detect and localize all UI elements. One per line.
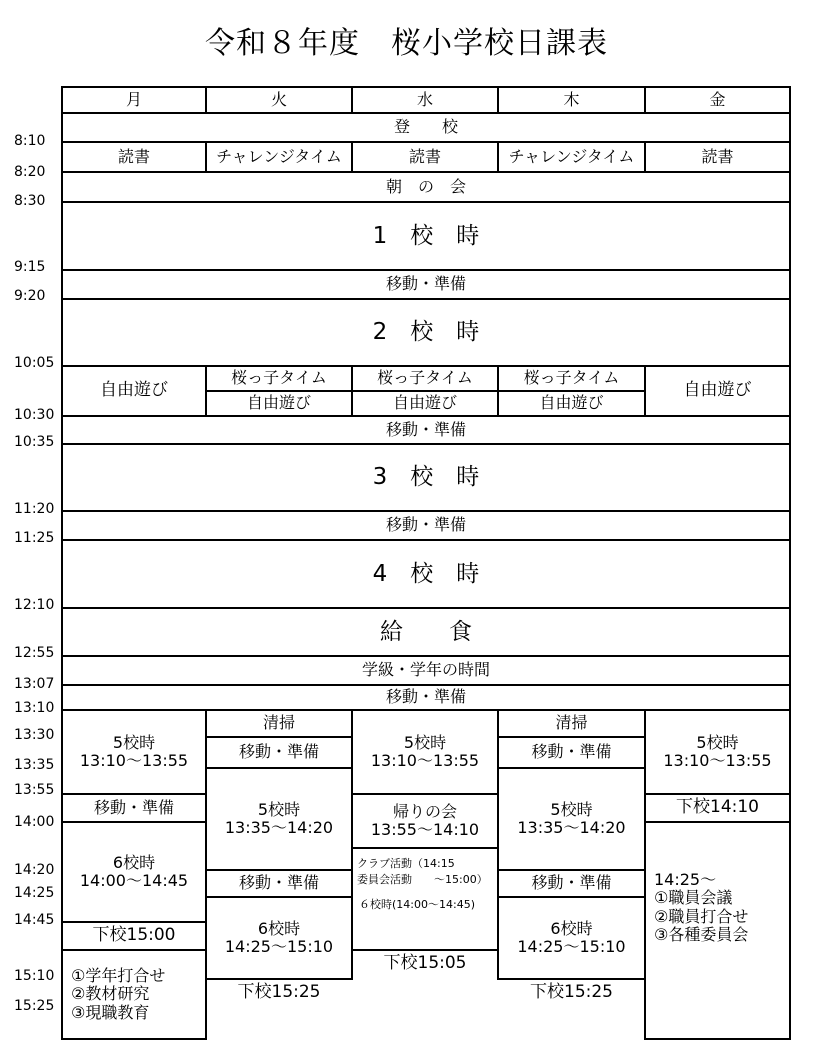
thu-jiyu: 自由遊び [497, 390, 646, 417]
row-period3: 3 校 時 [61, 443, 791, 512]
row-idou-3: 移動・準備 [61, 510, 791, 541]
time-label: 9:20 [14, 288, 46, 304]
wed-period6-note: ６校時(14:00〜14:45) [351, 897, 499, 951]
row-period1: 1 校 時 [61, 201, 791, 271]
day-header-wed: 水 [351, 86, 499, 114]
tue-jiyu: 自由遊び [205, 390, 353, 417]
tue-period6: 6校時 14:25〜15:10 [205, 896, 353, 980]
day-header-fri: 金 [644, 86, 791, 114]
time-label: 13:07 [14, 676, 55, 692]
time-label: 10:30 [14, 407, 55, 423]
tue-geko: 下校15:25 [237, 982, 321, 1003]
thu-period6: 6校時 14:25〜15:10 [497, 896, 646, 980]
time-label: 12:55 [14, 645, 55, 661]
day-header-mon: 月 [61, 86, 207, 114]
tue-sakurakko: 桜っ子タイム [205, 365, 353, 392]
row-idou-4: 移動・準備 [61, 684, 791, 711]
wed-geko: 下校15:05 [383, 953, 467, 974]
mon-period6: 6校時 14:00〜14:45 [61, 821, 207, 923]
time-label: 14:25 [14, 885, 55, 901]
fri-after-school: 14:25〜 ①職員会議 ②職員打合せ ③各種委員会 [644, 821, 791, 1040]
time-label: 13:10 [14, 700, 55, 716]
time-label: 8:30 [14, 193, 46, 209]
row-gakkyu: 学級・学年の時間 [61, 655, 791, 686]
time-label: 8:20 [14, 164, 46, 180]
day-header-thu: 木 [497, 86, 646, 114]
time-label: 13:55 [14, 782, 55, 798]
time-label: 12:10 [14, 597, 55, 613]
mon-jiyu: 自由遊び [61, 365, 207, 417]
thu-sakurakko: 桜っ子タイム [497, 365, 646, 392]
wed-period5: 5校時 13:10〜13:55 [351, 709, 499, 795]
tue-idou-2: 移動・準備 [205, 869, 353, 898]
row-asa-kai: 朝 の 会 [61, 171, 791, 203]
time-label: 15:10 [14, 968, 55, 984]
thu-seisou: 清掃 [497, 709, 646, 738]
day-header-tue: 火 [205, 86, 353, 114]
thu-period5: 5校時 13:35〜14:20 [497, 767, 646, 871]
fri-jiyu: 自由遊び [644, 365, 791, 417]
time-label: 14:20 [14, 862, 55, 878]
mon-dokusho: 読書 [61, 141, 207, 173]
page-title: 令和８年度 桜小学校日課表 [205, 26, 608, 61]
wed-kaeri-no-kai: 帰りの会 13:55〜14:10 [351, 793, 499, 849]
time-label: 10:05 [14, 355, 55, 371]
row-period2: 2 校 時 [61, 298, 791, 367]
time-label: 13:30 [14, 727, 55, 743]
time-label: 11:25 [14, 530, 55, 546]
time-label: 11:20 [14, 501, 55, 517]
mon-after-school: ①学年打合せ ②教材研究 ③現職教育 [61, 949, 207, 1040]
mon-period5: 5校時 13:10〜13:55 [61, 709, 207, 795]
fri-geko: 下校14:10 [644, 793, 791, 823]
time-label: 13:35 [14, 757, 55, 773]
row-tokou: 登 校 [61, 112, 791, 143]
time-label: 14:45 [14, 912, 55, 928]
mon-geko: 下校15:00 [61, 921, 207, 951]
tue-idou-1: 移動・準備 [205, 736, 353, 769]
thu-idou-2: 移動・準備 [497, 869, 646, 898]
time-label: 15:25 [14, 998, 55, 1014]
time-label: 8:10 [14, 133, 46, 149]
mon-idou: 移動・準備 [61, 793, 207, 823]
wed-sakurakko: 桜っ子タイム [351, 365, 499, 392]
tue-seisou: 清掃 [205, 709, 353, 738]
time-label: 10:35 [14, 434, 55, 450]
wed-club-committee: クラブ活動（14:15 委員会活動 〜15:00） [351, 847, 499, 897]
tue-challenge: チャレンジタイム [205, 141, 353, 173]
row-idou-2: 移動・準備 [61, 415, 791, 445]
time-label: 9:15 [14, 259, 46, 275]
wed-jiyu: 自由遊び [351, 390, 499, 417]
tue-period5: 5校時 13:35〜14:20 [205, 767, 353, 871]
thu-idou-1: 移動・準備 [497, 736, 646, 769]
wed-dokusho: 読書 [351, 141, 499, 173]
row-idou-1: 移動・準備 [61, 269, 791, 300]
fri-period5: 5校時 13:10〜13:55 [644, 709, 791, 795]
fri-dokusho: 読書 [644, 141, 791, 173]
row-period4: 4 校 時 [61, 539, 791, 609]
row-kyushoku: 給 食 [61, 607, 791, 657]
thu-challenge: チャレンジタイム [497, 141, 646, 173]
thu-geko: 下校15:25 [530, 982, 613, 1003]
time-label: 14:00 [14, 814, 55, 830]
